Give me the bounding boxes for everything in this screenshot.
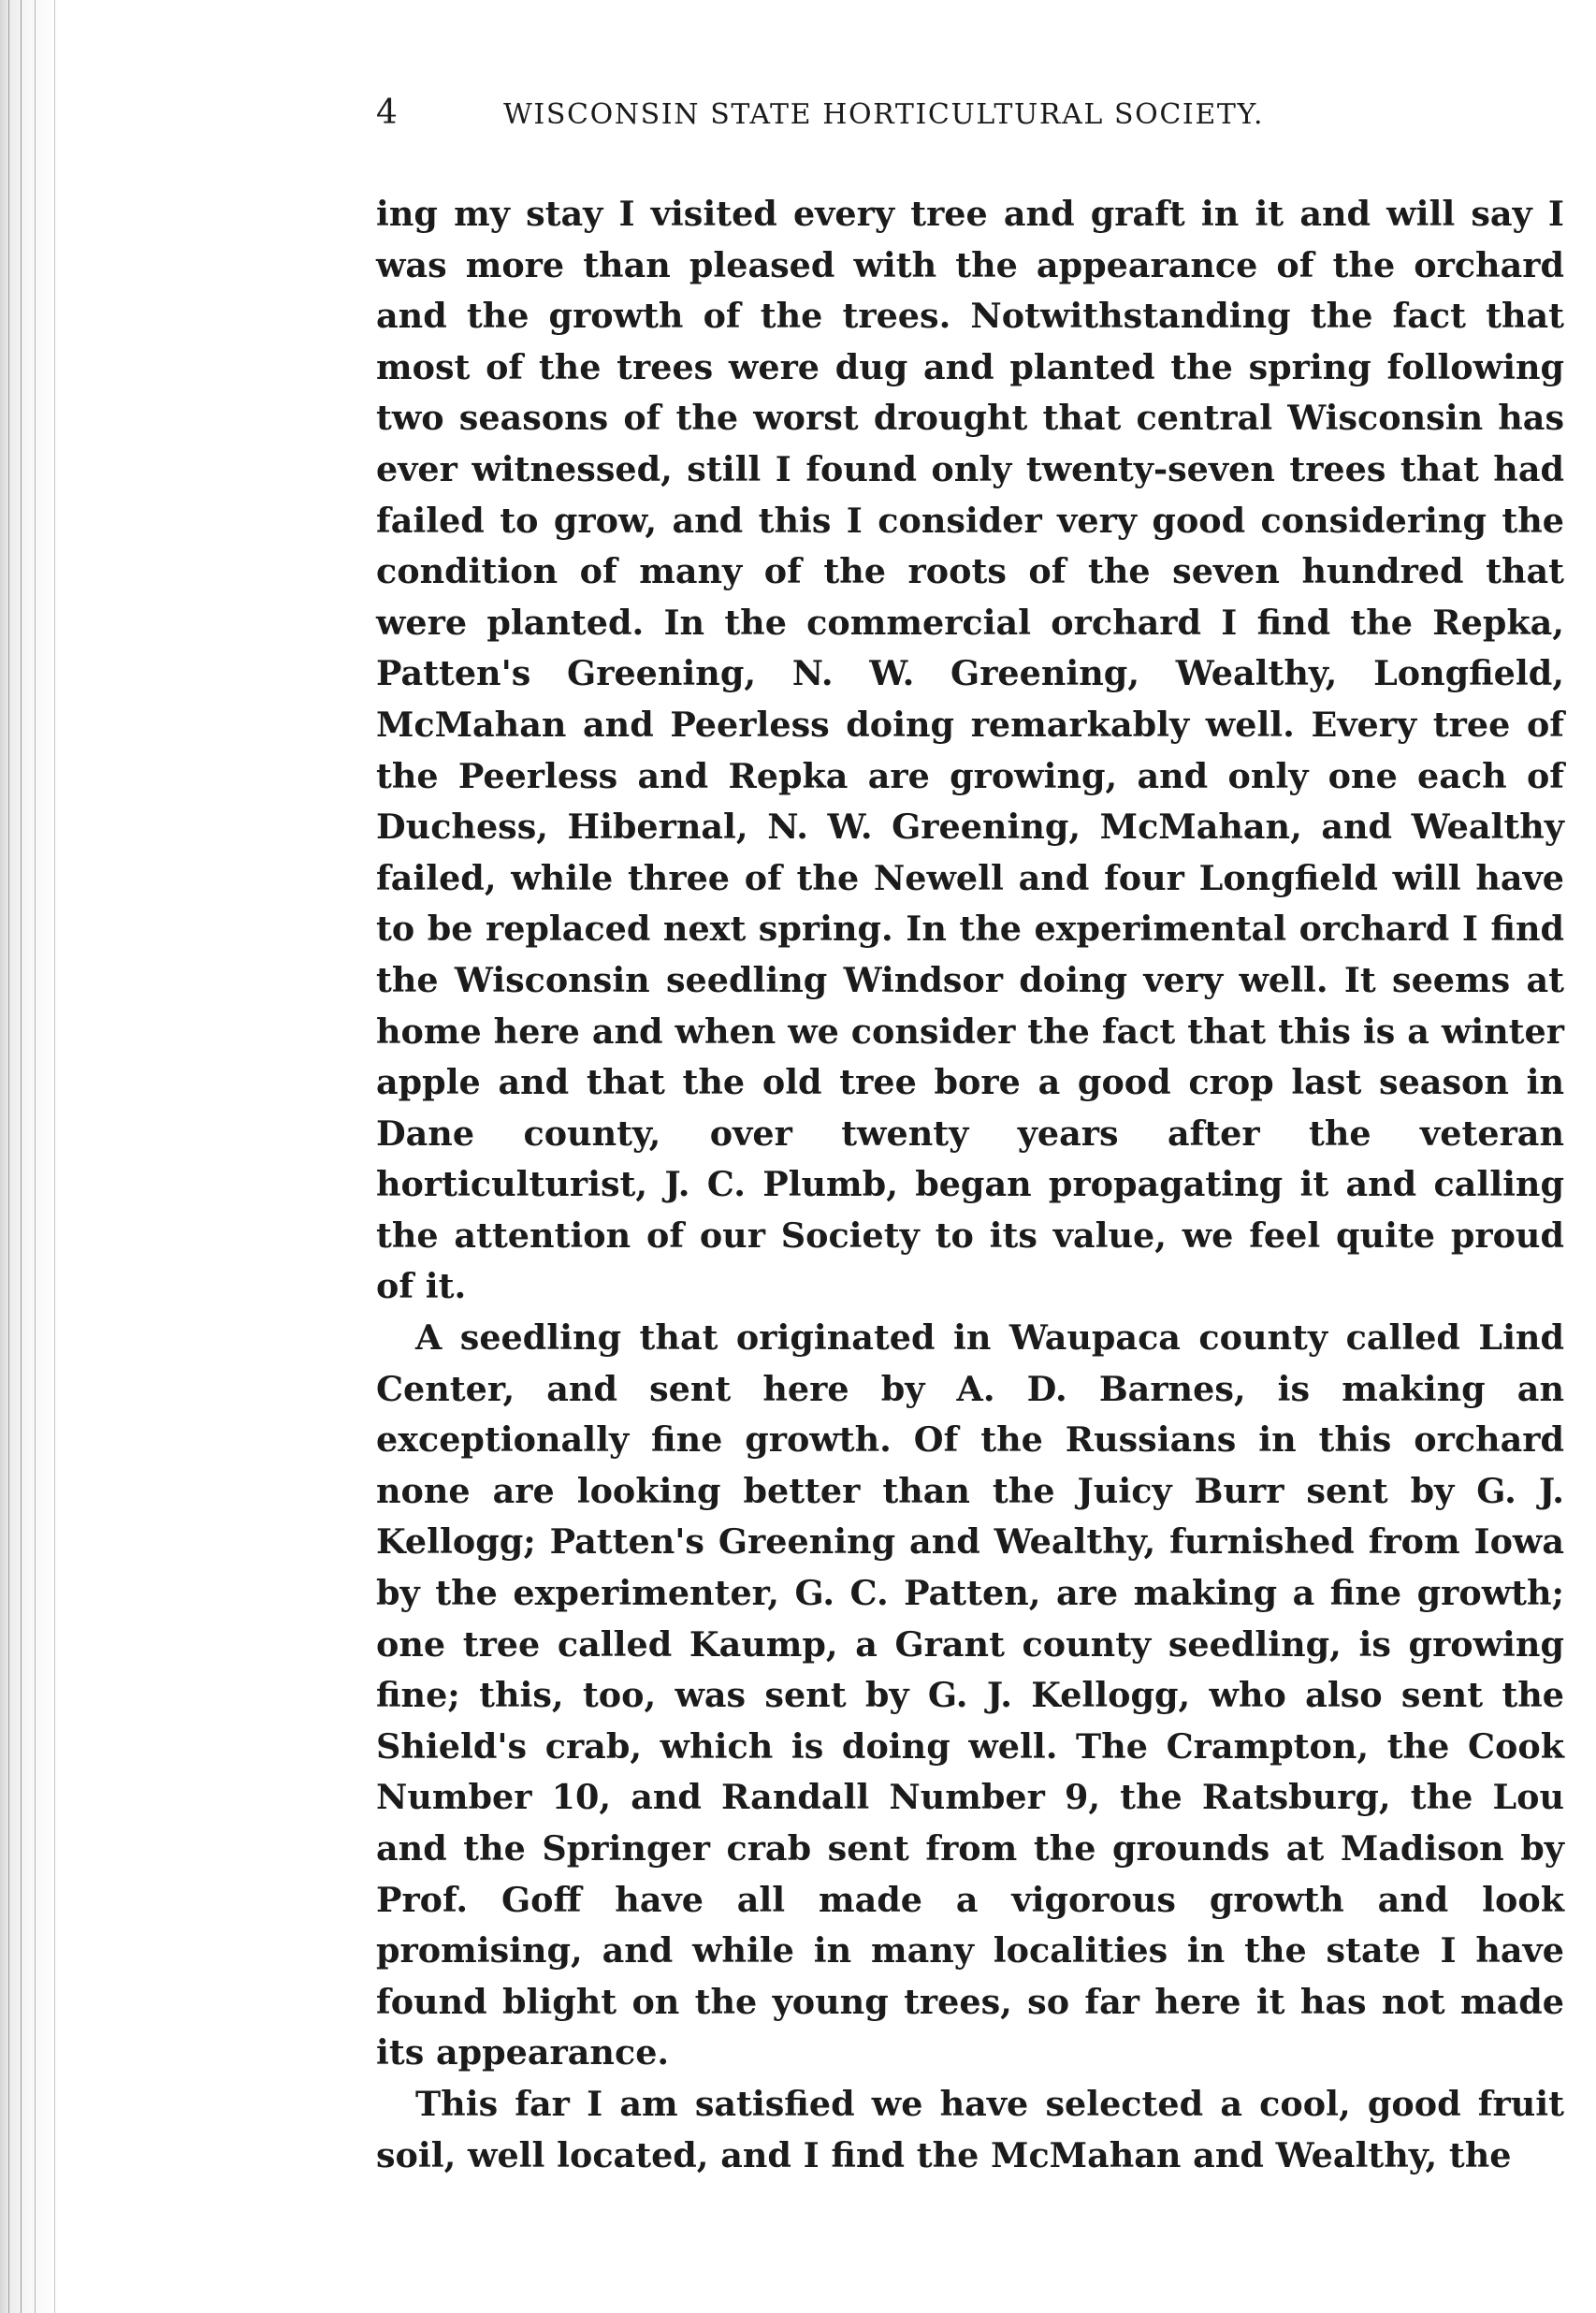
- binding-line: [54, 0, 55, 2313]
- body-text: [376, 189, 1564, 2181]
- book-page: [376, 94, 1564, 2181]
- binding-line: [8, 0, 9, 2313]
- page-number: 4: [376, 94, 399, 132]
- paragraph: A seedling that originated in Waupaca county called Lind Center, and sent here by A. D. Barnes, is making an exceptionally fine growth. Of the Russians in this orchard none are looking better than the Juicy Burr sent by G. J. Kellogg; Patten's Greening and Wealthy, furnished from Iowa by the experimenter, G. C. Patten, are making a fine growth; one tree called Kaump, a Grant county seedling, is growing fine; this, too, was sent by G. J. Kellogg, who also sent the Shield's crab, which is doing well. The Crampton, the Cook Number 10, and Randall Number 9, the Ratsburg, the Lou and the Springer crab sent from the grounds at Madison by Prof. Goff have all made a vigorous growth and look promising, and while in many localities in the state I have found blight on the young trees, so far here it has not made its appearance.: [376, 1317, 1564, 2073]
- page-header: [376, 94, 1564, 153]
- running-head: WISCONSIN STATE HORTICULTURAL SOCIETY.: [503, 98, 1265, 131]
- paragraph: ing my stay I visited every tree and graft in it and will say I was more than pleased with the appearance of the orchard and the growth of the trees. Notwithstanding the fact that most of the trees were dug and planted the spring following two seasons of the worst drought that central Wisconsin has ever witnessed, still I found only twenty-seven trees that had failed to grow, and this I consider very good considering the condition of many of the roots of the seven hundred that were planted. In the commercial orchard I find the Repka, Patten's Greening, N. W. Greening, Wealthy, Longfield, McMahan and Peerless doing remarkably well. Every tree of the Peerless and Repka are growing, and only one each of Duchess, Hibernal, N. W. Greening, McMahan, and Wealthy failed, while three of the Newell and four Longfield will have to be replaced next spring. In the experimental orchard I find the Wisconsin seedling Windsor doing very well. It seems at home here and when we consider the fact that this is a winter apple and that the old tree bore a good crop last season in Dane county, over twenty years after the veteran horticulturist, J. C. Plumb, began propagating it and calling the attention of our Society to its value, we feel quite proud of it.: [376, 194, 1564, 1307]
- paragraph: This far I am satisfied we have selected a cool, good fruit soil, well located, and I find the McMahan and Wealthy, the: [376, 2083, 1564, 2175]
- binding-line: [21, 0, 22, 2313]
- binding-line: [35, 0, 36, 2313]
